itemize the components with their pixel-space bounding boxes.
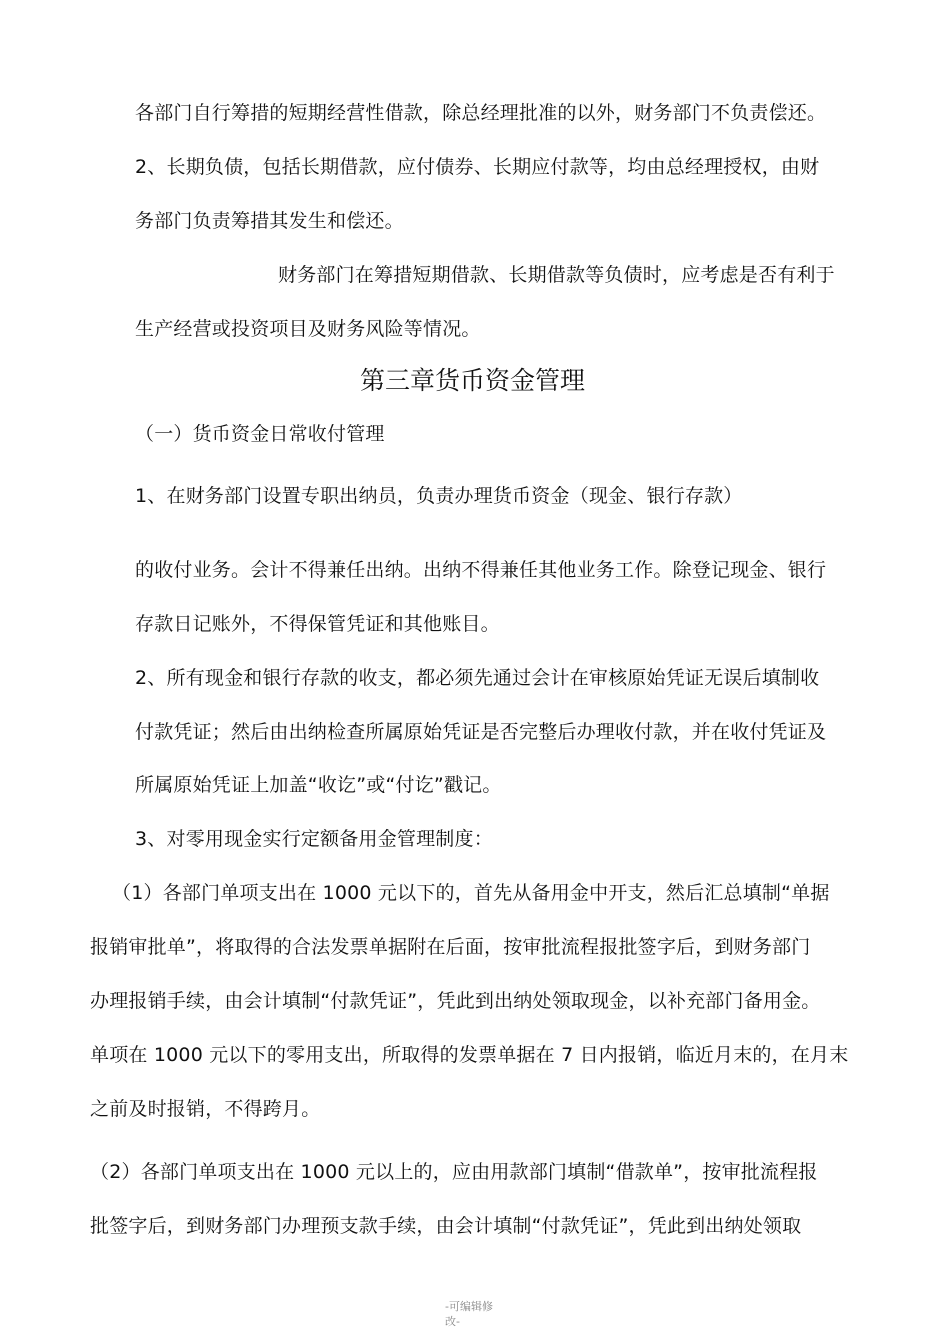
paragraph-line: 生产经营或投资项目及财务风险等情况。 (135, 318, 481, 340)
paragraph-line: 的收付业务。会计不得兼任出纳。出纳不得兼任其他业务工作。除登记现金、银行 (135, 559, 827, 581)
paragraph-line: 2、长期负债，包括长期借款，应付债券、长期应付款等，均由总经理授权，由财 (135, 156, 820, 178)
paragraph-line: 报销审批单”，将取得的合法发票单据附在后面，按审批流程报批签字后，到财务部门 (90, 936, 811, 958)
paragraph-line: （2）各部门单项支出在 1000 元以上的，应由用款部门填制“借款单”，按审批流程报 (90, 1161, 818, 1183)
paragraph-line: 务部门负责筹措其发生和偿还。 (135, 210, 404, 232)
paragraph-line: 1、在财务部门设置专职出纳员，负责办理货币资金（现金、银行存款） (135, 485, 743, 507)
paragraph-line: 单项在 1000 元以下的零用支出，所取得的发票单据在 7 日内报销，临近月末的，在月末 (90, 1044, 849, 1066)
paragraph-line: （1）各部门单项支出在 1000 元以下的，首先从备用金中开支，然后汇总填制“单据 (112, 882, 830, 904)
chapter-title: 第三章货币资金管理 (360, 366, 586, 395)
paragraph-line: 之前及时报销，不得跨月。 (90, 1098, 321, 1120)
paragraph-line: 付款凭证；然后由出纳检查所属原始凭证是否完整后办理收付款，并在收付凭证及 (135, 721, 827, 743)
footer-text: 改- (445, 1315, 460, 1328)
paragraph-line: 所属原始凭证上加盖“收讫”或“付讫”戳记。 (135, 774, 502, 796)
footer-text: -可编辑修 (445, 1300, 493, 1313)
section-heading: （一）货币资金日常收付管理 (135, 423, 385, 445)
paragraph-line: 各部门自行筹措的短期经营性借款，除总经理批准的以外，财务部门不负责偿还。 (135, 102, 827, 124)
paragraph-line: 批签字后，到财务部门办理预支款手续，由会计填制“付款凭证”，凭此到出纳处领取 (90, 1215, 802, 1237)
paragraph-line: 办理报销手续，由会计填制“付款凭证”，凭此到出纳处领取现金，以补充部门备用金。 (90, 990, 821, 1012)
paragraph-line: 2、所有现金和银行存款的收支，都必须先通过会计在审核原始凭证无误后填制收 (135, 667, 820, 689)
paragraph-line: 3、对零用现金实行定额备用金管理制度： (135, 828, 493, 850)
paragraph-line: 存款日记账外，不得保管凭证和其他账目。 (135, 613, 500, 635)
paragraph-line: 财务部门在筹措短期借款、长期借款等负债时，应考虑是否有利于 (278, 264, 835, 286)
